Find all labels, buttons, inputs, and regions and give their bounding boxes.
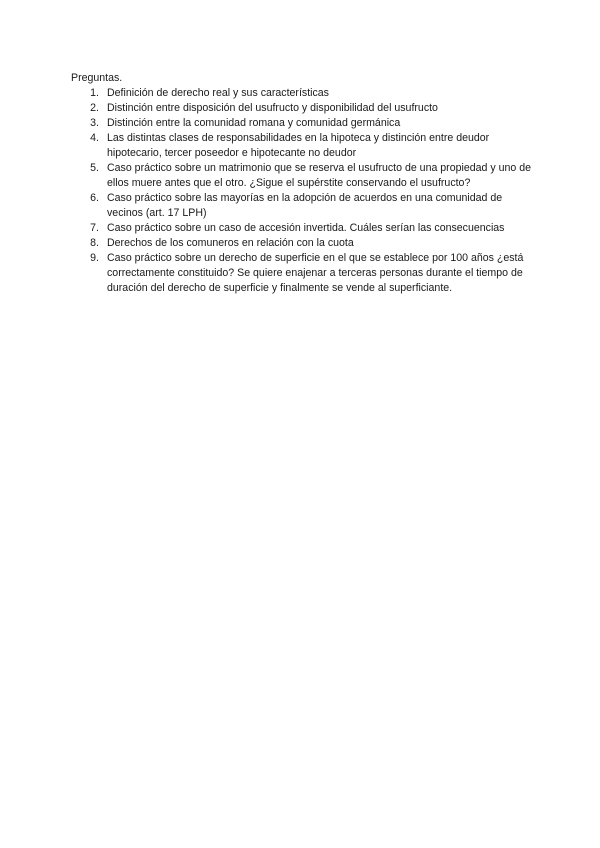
question-item-8 (71, 236, 533, 251)
document-content (71, 71, 533, 296)
question-item-2 (71, 101, 533, 116)
question-number: 9. (90, 252, 99, 264)
question-text: Las distintas clases de responsabilidades en la hipoteca y distinción entre deudor hipotecario, tercer poseedor e hipotecante no deudor (107, 132, 490, 159)
question-item-9 (71, 251, 533, 296)
question-item-1 (71, 86, 533, 101)
questions-list (71, 86, 533, 296)
question-text: Caso práctico sobre un matrimonio que se reserva el usufructo de una propiedad y uno de ellos muere antes que el otro. ¿Sigue el supérstite conservando el usufructo? (107, 162, 531, 189)
question-item-6 (71, 191, 533, 221)
page-title: Preguntas. (71, 72, 123, 84)
question-number: 1. (90, 87, 99, 99)
question-text: Distinción entre disposición del usufructo y disponibilidad del usufructo (107, 102, 438, 114)
question-item-4 (71, 131, 533, 161)
question-number: 5. (90, 162, 99, 174)
question-text: Caso práctico sobre un caso de accesión invertida. Cuáles serían las consecuencias (107, 222, 505, 234)
question-number: 6. (90, 192, 99, 204)
question-number: 4. (90, 132, 99, 144)
question-text: Definición de derecho real y sus características (107, 87, 329, 99)
question-item-7 (71, 221, 533, 236)
question-item-3 (71, 116, 533, 131)
question-number: 2. (90, 102, 99, 114)
question-text: Derechos de los comuneros en relación con la cuota (107, 237, 354, 249)
question-number: 3. (90, 117, 99, 129)
question-text: Caso práctico sobre un derecho de superficie en el que se establece por 100 años ¿está correctamente constituido? Se quiere enajenar a terceras personas durante el tiempo de duración del derecho de superficie y finalmente se vende al superficiante. (107, 252, 524, 294)
question-text: Distinción entre la comunidad romana y comunidad germánica (107, 117, 401, 129)
question-number: 7. (90, 222, 99, 234)
question-text: Caso práctico sobre las mayorías en la adopción de acuerdos en una comunidad de vecinos (art. 17 LPH) (107, 192, 503, 219)
question-item-5 (71, 161, 533, 191)
question-number: 8. (90, 237, 99, 249)
